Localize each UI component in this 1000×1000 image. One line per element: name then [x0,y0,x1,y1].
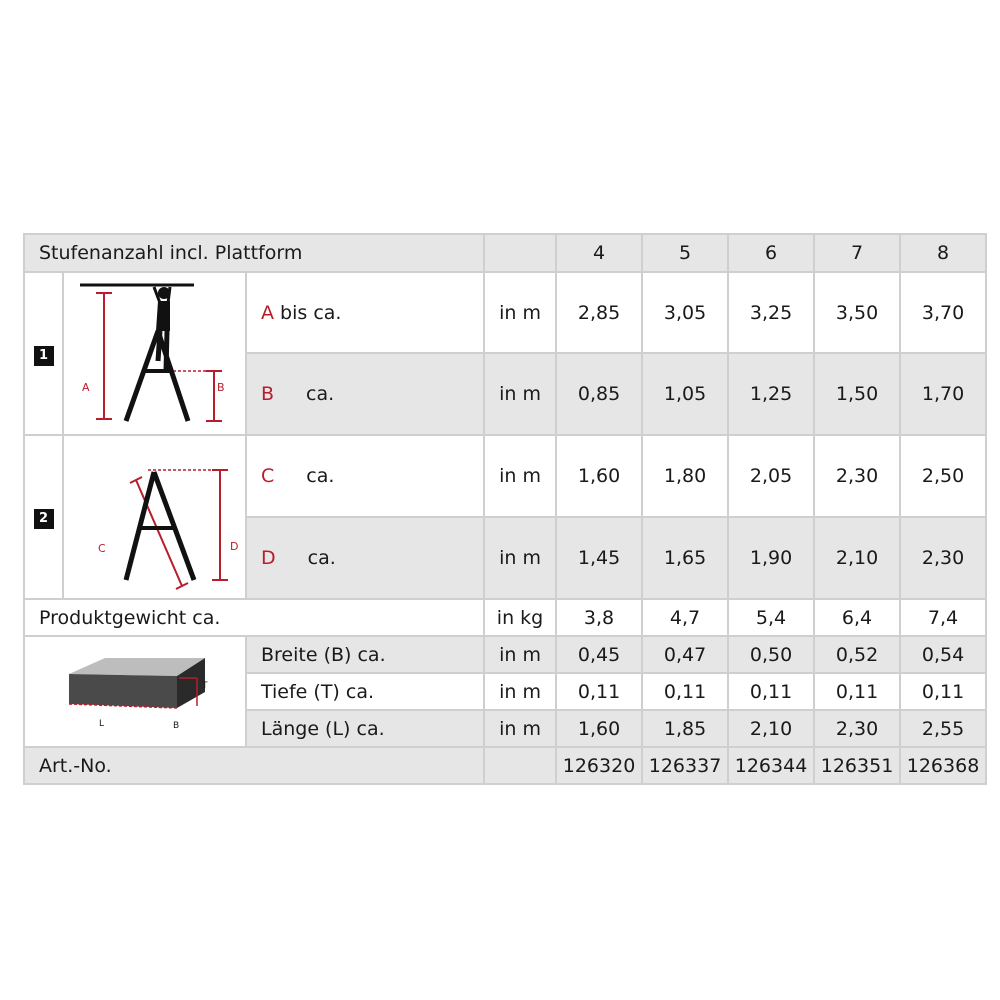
row-d-value: 2,10 [814,517,900,599]
diagram-label-b: B [173,720,180,731]
row-d-suffix: ca. [307,547,336,569]
package-unit: in m [484,673,556,710]
ladder-height-diagram [63,272,246,435]
row-a-value: 3,05 [642,272,728,353]
step-count: 4 [556,234,642,272]
package-unit: in m [484,710,556,747]
article-number: 126368 [900,747,986,784]
section-1-badge: 1 [34,346,54,366]
package-label: Länge (L) ca. [246,710,484,747]
package-value: 2,55 [900,710,986,747]
row-d-value: 1,65 [642,517,728,599]
row-a-value: 3,25 [728,272,814,353]
row-a-value: 3,70 [900,272,986,353]
diagram-label-t: T [202,680,208,691]
row-b-value: 1,70 [900,353,986,435]
spec-table [23,233,987,785]
step-count: 7 [814,234,900,272]
package-value: 2,10 [728,710,814,747]
package-value: 0,50 [728,636,814,673]
article-unit-empty [484,747,556,784]
ladder-person-icon [70,279,240,429]
row-d-label [246,517,484,599]
package-value: 0,11 [642,673,728,710]
weight-value: 4,7 [642,599,728,636]
package-value: 0,47 [642,636,728,673]
row-c-value: 2,30 [814,435,900,517]
diagram-label-a: A [81,380,90,394]
package-value: 1,60 [556,710,642,747]
package-value: 0,45 [556,636,642,673]
row-a-value: 3,50 [814,272,900,353]
header-row [24,234,986,272]
header-unit-empty [484,234,556,272]
row-a-label [246,272,484,353]
section-2-badge: 2 [34,509,54,529]
row-a [24,272,986,353]
weight-value: 3,8 [556,599,642,636]
package-diagram [24,636,246,747]
row-d-value: 2,30 [900,517,986,599]
row-b-letter: B [261,383,275,405]
package-box-icon [45,642,225,742]
header-label: Stufenanzahl incl. Plattform [24,234,484,272]
row-d-unit: in m [484,517,556,599]
article-number: 126320 [556,747,642,784]
row-c-value: 2,50 [900,435,986,517]
section-2-badge-cell [24,435,63,599]
row-c-suffix: ca. [306,465,335,487]
row-c-value: 1,80 [642,435,728,517]
article-number: 126337 [642,747,728,784]
row-c-unit: in m [484,435,556,517]
step-count: 5 [642,234,728,272]
article-label: Art.-No. [24,747,484,784]
row-c-label [246,435,484,517]
row-b-value: 0,85 [556,353,642,435]
row-a-letter: A [261,301,274,324]
package-value: 0,52 [814,636,900,673]
row-a-value: 2,85 [556,272,642,353]
row-d-letter: D [261,547,276,569]
row-d-value: 1,45 [556,517,642,599]
diagram-label-c: C [97,542,106,555]
weight-row [24,599,986,636]
package-label: Breite (B) ca. [246,636,484,673]
weight-value: 6,4 [814,599,900,636]
weight-unit: in kg [484,599,556,636]
ladder-size-diagram [63,435,246,599]
row-c-value: 1,60 [556,435,642,517]
row-a-suffix: bis ca. [280,301,342,324]
diagram-label-l: L [99,718,105,729]
package-unit: in m [484,636,556,673]
package-value: 0,11 [900,673,986,710]
diagram-label-d: D [229,540,238,553]
weight-label: Produktgewicht ca. [24,599,484,636]
ladder-dimensions-icon [70,442,240,592]
package-value: 2,30 [814,710,900,747]
package-value: 0,54 [900,636,986,673]
package-value: 0,11 [728,673,814,710]
weight-value: 7,4 [900,599,986,636]
article-number: 126351 [814,747,900,784]
row-b-value: 1,05 [642,353,728,435]
row-b-value: 1,50 [814,353,900,435]
row-c [24,435,986,517]
article-number: 126344 [728,747,814,784]
package-value: 0,11 [814,673,900,710]
row-c-value: 2,05 [728,435,814,517]
row-d-value: 1,90 [728,517,814,599]
section-1-badge-cell [24,272,63,435]
package-value: 1,85 [642,710,728,747]
diagram-label-b: B [216,380,225,394]
row-b-suffix: ca. [306,383,335,405]
row-b-value: 1,25 [728,353,814,435]
package-row-breite [24,636,986,673]
step-count: 6 [728,234,814,272]
row-c-letter: C [261,465,275,487]
package-label: Tiefe (T) ca. [246,673,484,710]
row-b-unit: in m [484,353,556,435]
row-b-label [246,353,484,435]
row-a-unit: in m [484,272,556,353]
step-count: 8 [900,234,986,272]
package-value: 0,11 [556,673,642,710]
article-row [24,747,986,784]
weight-value: 5,4 [728,599,814,636]
